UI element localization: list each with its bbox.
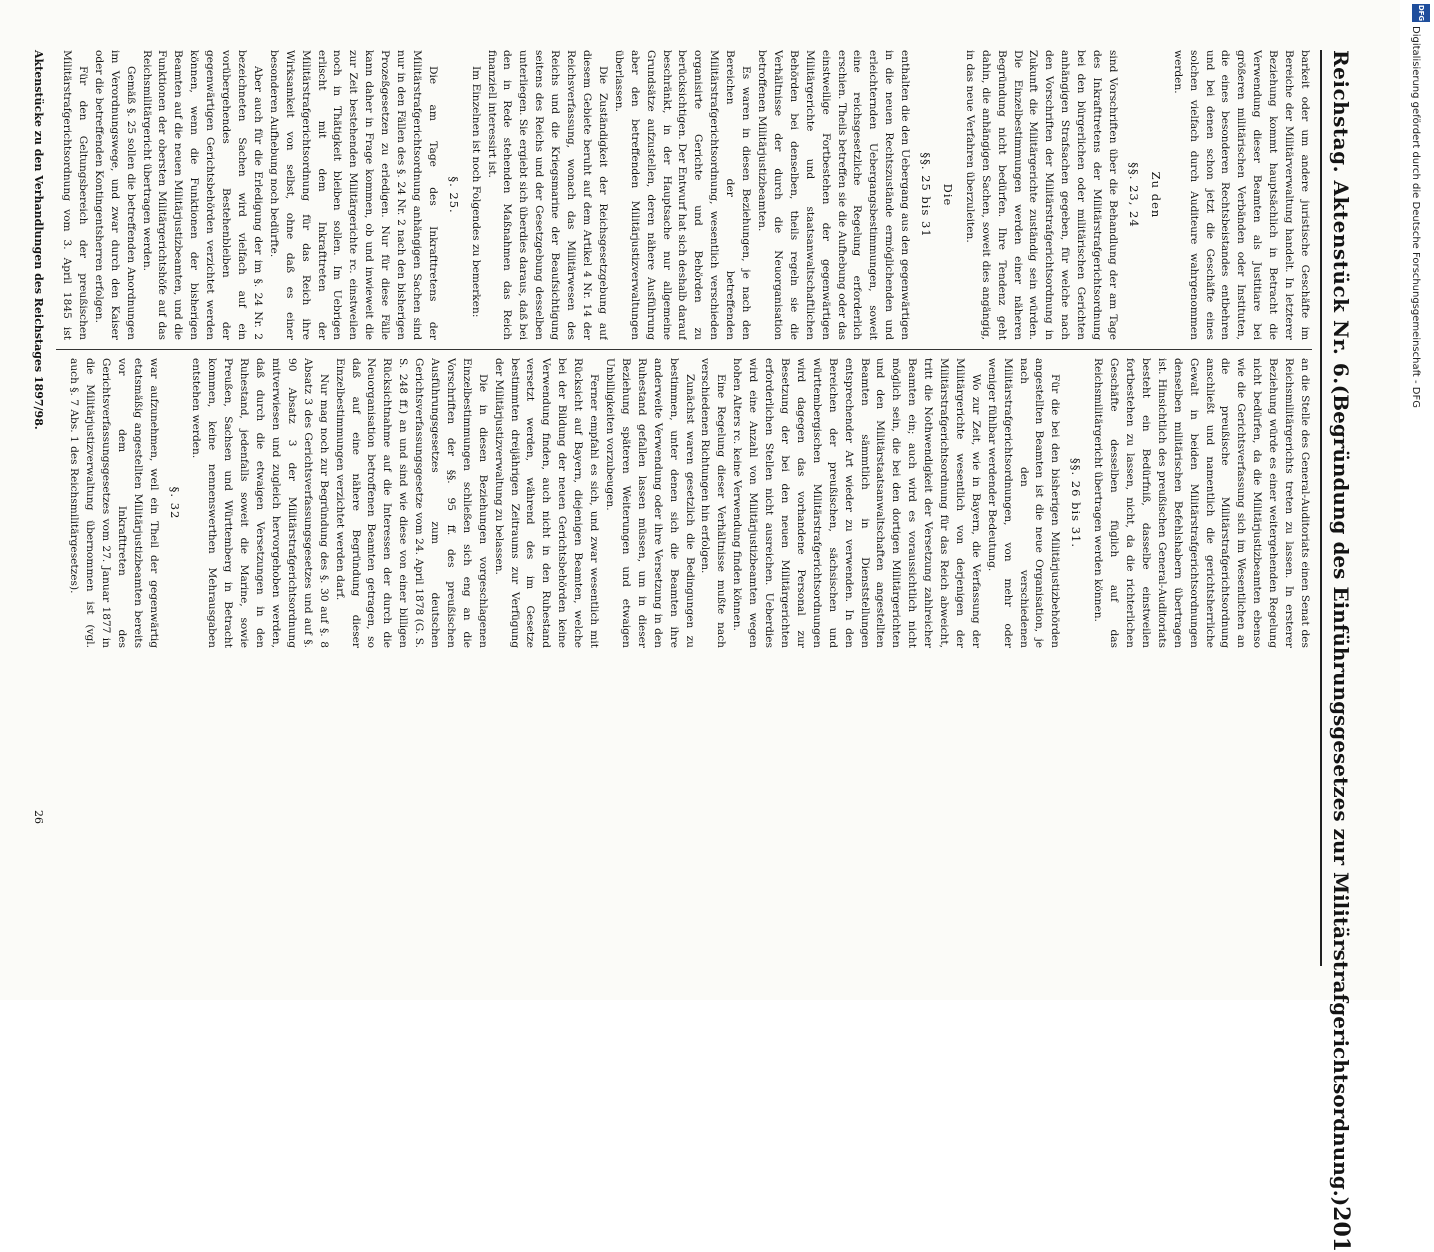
footer-page-number: 26 [32,810,45,824]
section-heading: Zu den [1148,171,1163,219]
header-title: (Begründung des Einführungsgesetzes zur Militärstrafgerichtsordnung.) [1329,384,1353,1207]
paragraph: Ferner empfahl es sich, und zwar wesentlich mit Rücksicht auf Bayern, diejenigen Beamten, welche bei der Bildung der neuen Gerichtsbehörden keine Verwendung finden, auch nicht in den Ruhestand versetzt werden, während des im Gesetze bestimmten dreijährigen Zeitraums zur Verfügung der Militärjustizverwaltung zu belassen. [492,358,601,648]
section-heading: §. 32 [167,486,182,520]
paragraph: Zunächst waren gesetzlich die Bedingungen zu bestimmen, unter denen sich die Beamten ihre anderweite Verwendung oder ihre Versetzung in den Ruhestand gefallen lassen müssen, um in dieser Beziehung späteren Weiterungen und etwaigen Unbilligkeiten vorzubeugen. [604,358,696,648]
paragraph: Für die bei den bisherigen Militärjustizbehörden angestellten Beamten ist die neue Organisation, je nach den verschiedenen Militärstrafgerichtsordnungen, von mehr oder weniger fühlbar werdender Bedeutung. [985,358,1062,648]
paragraph: barkeit oder um andere juristische Geschäfte im Bereiche der Militärverwaltung handelt. In letzterer Beziehung kommt hauptsächlich in Betracht die Verwendung dieser Beamten als Justitiare bei größeren militärischen Verbänden oder Instituten, die eines besonderen Rechtsbeistandes entbehren und bei denen schon jetzt die Geschäfte eines solchen vielfach durch Auditeure wahrgenommen werden. [1171,50,1311,340]
paragraph: an die Stelle des General-Auditoriats einen Senat des Reichsmilitärgerichts treten zu lassen. In ersterer Beziehung würde es einer weitergehenden Regelung nicht bedürfen, da die Militärjustizbeamten ebenso wie die Gerichtsverfassung sich im Wesentlichen an die preußische Militärstrafgerichtsordnung anschließt und namentlich die gerichtsherrliche Gewalt in beiden Militärstrafgerichtsordnungen denselben militärischen Befehlshabern übertragen ist. Hinsichtlich des preußischen General-Auditoriats besteht ein Bedürfniß, dasselbe einstweilen fortbestehen zu lassen, nicht, da die richterlichen Geschäfte desselben füglich auf das Reichsmilitärgericht übertragen werden können. [1092,358,1311,648]
column-divider [56,349,1312,350]
paragraph: Für den Geltungsbereich der preußischen Militärstrafgerichtsordnung vom 3. April 1845 ist [61,50,89,340]
text-column-right [56,358,1312,648]
paragraph: Es waren in diesen Beziehungen, je nach den Bereichen der betreffenden Militärstrafgerichtsordnung, wesentlich verschieden organisirte Gerichte und Behörden zu berücksichtigen. Der Entwurf hat sich deshalb darauf beschränkt, in der Hauptsache nur allgemeine Grundsätze aufzustellen, deren nähere Ausführung aber den betreffenden Militärjustizverwaltungen überlassen. [612,50,753,340]
paragraph: war aufzunehmen, weil ein Theil der gegenwärtig etatsmäßig angestellten Militärjustizbeamten bereits vor dem Inkrafttreten des Gerichtsverfassungsgesetzes vom 27. Januar 1877 in die Militärjustizverwaltung übernommen ist (vgl. auch §. 7 Abs. 1 des Reichsmilitärgesetzes). [68,358,160,648]
text-column-left [56,50,1312,340]
dfg-logo-icon: DFG [1412,4,1430,22]
paragraph: Die Zuständigkeit der Reichsgesetzgebung auf diesem Gebiete beruht auf dem Artikel 4 Nr. 14 der Reichsverfassung, wonach das Militärwesen des Reichs und die Kriegsmarine der Beaufsichtigung seitens des Reichs und der Gesetzgebung desselben unterliegen. Sie ergiebt sich überdies daraus, daß bei den in Rede stehenden Maßnahmen das Reich finanziell interessirt ist. [485,50,609,340]
paragraph: Gemäß §. 25 sollen die betreffenden Anordnungen im Verordnungswege, und zwar durch den Kaiser oder die betreffenden Kontingentsherren erfolgen. [92,50,137,340]
section-heading: Die [940,183,955,207]
section-heading: §. 25. [446,176,461,214]
section-heading: §§. 25 bis 31 [919,152,934,238]
paragraph: sind Vorschriften über die Behandlung der am Tage des Inkrafttretens der Militärstrafgerichtsordnung bei den bürgerlichen oder militärischen Gerichten anhängigen Strafsachen gegeben, für welche nach den Vorschriften der Militärstrafgerichtsordnung in Zukunft die Militärgerichte zuständig sein würden. Die Einzelbestimmungen werden einer näheren Begründung nicht bedürfen. Ihre Tendenz geht dahin, die anhängigen Sachen, soweit dies angängig, in das neue Verfahren überzuleiten. [963,50,1120,340]
paragraph: Wo zur Zeit, wie in Bayern, die Verfassung der Militärgerichte wesentlich von derjenigen der Militärstrafgerichtsordnung für das Reich abweicht, tritt die Nothwendigkeit der Versetzung zahlreicher Beamten ein; auch wird es voraussichtlich nicht möglich sein, die bei den dortigen Militärgerichten und den Militärstaatsanwaltschaften angestellten Beamten sämmtlich in Dienststellungen entsprechender Art wieder zu verwenden. In den Bereichen der preußischen, sächsischen und württembergischen Militärstrafgerichtsordnungen wird dagegen das vorhandene Personal zur Besetzung der bei den neuen Militärgerichten erforderlichen Stellen nicht ausreichen. Ueberdies wird eine Anzahl von Militärjustizbeamten wegen hohen Alters rc. keine Verwendung finden können. [731,358,982,648]
digitization-strip [1408,0,1434,1000]
paragraph: Eine Regelung dieser Verhältnisse mußte nach verschiedenen Richtungen hin erfolgen. [699,358,728,648]
section-heading: §§. 23, 24 [1126,162,1141,228]
header-page-number: 201 [1328,1206,1354,1252]
digitization-credit: Digitalisierung gefördert durch die Deutsche Forschungsgemeinschaft - DFG [1410,26,1421,409]
page-footer: Aktenstücke zu den Verhandlungen des Reichstages 1897/98. [32,50,45,430]
paragraph: Die am Tage des Inkrafttretens der Militärstrafgerichtsordnung anhängigen Sachen sind nur in den Fällen des §. 24 Nr. 2 nach den bisherigen Prozeßgesetzen zu erledigen. Nur für diese Fälle kann daher in Frage kommen, ob und inwieweit die zur Zeit bestehenden Militärgerichte rc. einstweilen noch in Thätigkeit bleiben sollen. Im Uebrigen erlischt mit dem Inkrafttreten der Militärstrafgerichtsordnung für das Reich ihre Wirksamkeit von selbst, ohne daß es einer besonderen Aufhebung noch bedürfte. [267,50,439,340]
header-left: Reichstag. Aktenstück Nr. 6. [1329,50,1353,385]
paragraph: Nur mag noch zur Begründung des §. 30 auf §. 8 Absatz 3 des Gerichtsverfassungsgesetzes und auf §. 90 Absatz 3 der Militärstrafgerichtsordnung mitverwiesen und zugleich hervorgehoben werden, daß durch die etwaigen Versetzungen in den Ruhestand, jedenfalls soweit die Marine, sowie Preußen, Sachsen und Württemberg in Betracht kommen, keine nennenswerthen Mehrausgaben entstehen werden. [190,358,330,648]
page-header [1320,50,1360,1252]
paragraph: Im Einzelnen ist noch Folgendes zu bemerken: [469,66,482,318]
paragraph: enthalten die den Uebergang aus den gegenwärtigen in die neuen Rechtszustände ermöglichenden und erleichternden Uebergangsbestimmungen, soweit eine reichsgesetzliche Regelung erforderlich erschien. Theils betreffen sie die Aufhebung oder das einstweilige Fortbestehen der gegenwärtigen Militärgerichte und staatsanwaltschaftlichen Behörden bei denselben, theils regeln sie die Verhältnisse der durch die Neuorganisation betroffenen Militärjustizbeamten. [756,50,912,340]
paragraph: Die in diesen Beziehungen vorgeschlagenen Einzelbestimmungen schließen sich eng an die Vorschriften der §§. 95 ff. des preußischen Ausführungsgesetzes zum deutschen Gerichtsverfassungsgesetze vom 24. April 1878 (G. S. S. 248 ff.) an und sind wie diese von einer billigen Rücksichtnahme auf die Interessen der durch die Neuorganisation betroffenen Beamten getragen, so daß auf eine nähere Begründung dieser Einzelbestimmungen verzichtet werden darf. [333,358,489,648]
section-heading: §§. 26 bis 31. [1069,458,1084,548]
paragraph: Aber auch für die Erledigung der im §. 24 Nr. 2 bezeichneten Sachen wird vielfach auf ein vorübergehendes Bestehenbleiben der gegenwärtigen Gerichtsbehörden verzichtet werden können, wenn die Funktionen der bisherigen Beamten auf die neuen Militärjustizbeamten, und die Funktionen der obersten Militärgerichtshöfe auf das Reichsmilitärgericht übertragen werden. [140,50,264,340]
